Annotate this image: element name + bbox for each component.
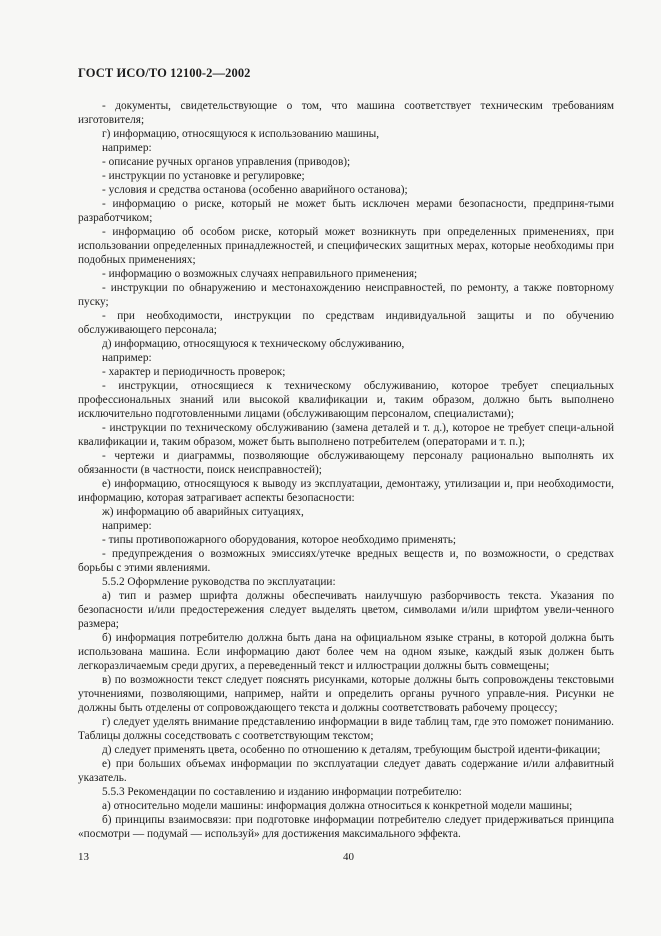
paragraph: например: xyxy=(102,142,152,154)
paragraph: например: xyxy=(102,352,152,364)
document-body xyxy=(78,99,614,841)
paragraph: - документы, свидетельствующие о том, что машина соответствует техническим требованиям изготовителя; xyxy=(78,100,614,126)
paragraph: - инструкции, относящиеся к техническому обслуживанию, которое требует специальных профессиональных знаний или высокой квалификации и, таким образом, должно быть выполнено исключительно подготовленными лицами (обслуживающим персоналом, специалистами); xyxy=(78,380,614,420)
paragraph: - описание ручных органов управления (приводов); xyxy=(102,156,351,168)
paragraph: - информацию о возможных случаях неправильного применения; xyxy=(102,268,418,280)
paragraph: г) следует уделять внимание представлению информации в виде таблиц там, где это поможет пониманию. Таблицы должны соседствовать с соответствующим текстом; xyxy=(78,716,614,742)
paragraph: ж) информацию об аварийных ситуациях, xyxy=(102,506,304,518)
document-header: ГОСТ ИСО/ТО 12100-2—2002 xyxy=(78,66,251,80)
paragraph: - предупреждения о возможных эмиссиях/утечке вредных веществ и, по возможности, о средствах борьбы с этими явлениями. xyxy=(78,548,614,574)
footer-left-number: 13 xyxy=(78,851,89,863)
paragraph: - чертежи и диаграммы, позволяющие обслуживающему персоналу рационально выполнять их обязанности (в частности, поиск неисправностей); xyxy=(78,450,614,476)
section-heading: 5.5.3 Рекомендации по составлению и изданию информации потребителю: xyxy=(102,786,462,798)
paragraph: - условия и средства останова (особенно аварийного останова); xyxy=(102,184,408,196)
paragraph: в) по возможности текст следует пояснять рисунками, которые должны быть сопровождены текстовыми уточнениями, позволяющими, например, найти и определить органы ручного управле-ния. Рисунки не должны быть отделены от сопровождающего текста и должны соответствовать рабочему процессу; xyxy=(78,674,614,714)
paragraph: е) информацию, относящуюся к выводу из эксплуатации, демонтажу, утилизации и, при необходимости, информацию, которая затрагивает аспекты безопасности: xyxy=(78,478,614,504)
paragraph: - информацию о риске, который не может быть исключен мерами безопасности, предприня-тыми разработчиком; xyxy=(78,198,614,224)
page-number: 40 xyxy=(343,851,354,863)
paragraph: г) информацию, относящуюся к использованию машины, xyxy=(102,128,380,140)
section-heading: 5.5.2 Оформление руководства по эксплуатации: xyxy=(102,576,336,588)
paragraph: е) при больших объемах информации по эксплуатации следует давать содержание и/или алфавитный указатель. xyxy=(78,758,614,784)
paragraph: б) информация потребителю должна быть дана на официальном языке страны, в которой должна быть использована машина. Если информацию дают более чем на одном языке, каждый язык должен быть легкоразличаемым среди других, а переведенный текст и иллюстрации должны быть совмещены; xyxy=(78,632,614,672)
paragraph: - инструкции по обнаружению и местонахождению неисправностей, по ремонту, а также повторному пуску; xyxy=(78,282,614,308)
paragraph: - при необходимости, инструкции по средствам индивидуальной защиты и по обучению обслуживающего персонала; xyxy=(78,310,614,336)
paragraph: б) принципы взаимосвязи: при подготовке информации потребителю следует придерживаться принципа «посмотри — подумай — используй» для достижения максимального эффекта. xyxy=(78,814,614,840)
paragraph: - характер и периодичность проверок; xyxy=(102,366,286,378)
paragraph: а) относительно модели машины: информация должна относиться к конкретной модели машины; xyxy=(102,800,573,812)
paragraph: - типы противопожарного оборудования, которое необходимо применять; xyxy=(102,534,456,546)
paragraph: а) тип и размер шрифта должны обеспечивать наилучшую разборчивость текста. Указания по безопасности и/или предостережения следует выделять цветом, символами и/или шрифтом увели-ченного размера; xyxy=(78,590,614,630)
paragraph: д) следует применять цвета, особенно по отношению к деталям, требующим быстрой иденти-фикации; xyxy=(102,744,601,756)
paragraph: - инструкции по техническому обслуживанию (замена деталей и т. д.), которое не требует специ-альной квалификации и, таким образом, может быть выполнено потребителем (операторами и т. п.); xyxy=(78,422,614,448)
paragraph: например: xyxy=(102,520,152,532)
paragraph: д) информацию, относящуюся к техническому обслуживанию, xyxy=(102,338,405,350)
paragraph: - информацию об особом риске, который может возникнуть при определенных применениях, при использовании определенных принадлежностей, и специфических защитных мерах, которые необходимы при подобных применениях; xyxy=(78,226,614,266)
paragraph: - инструкции по установке и регулировке; xyxy=(102,170,305,182)
